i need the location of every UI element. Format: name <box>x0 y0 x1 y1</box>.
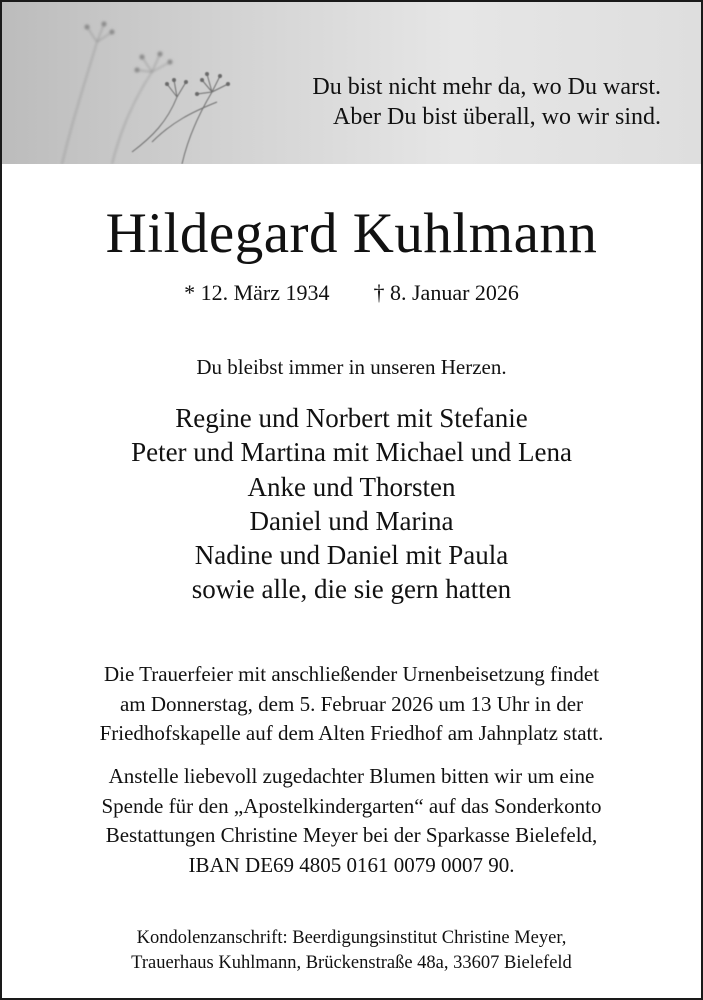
donation-line: Bestattungen Christine Meyer bei der Sparkasse Bielefeld, <box>105 823 598 847</box>
mourner-line: Regine und Norbert mit Stefanie <box>175 403 528 433</box>
condolence-address <box>2 926 701 976</box>
funeral-service-info <box>2 660 701 749</box>
mourner-line: Peter und Martina mit Michael und Lena <box>131 437 572 468</box>
mourner-line: Daniel und Marina <box>249 505 454 536</box>
donation-line: Spende für den „Apostelkindergarten“ auf das Sonderkonto <box>101 793 602 818</box>
birth-date: * 12. März 1934 <box>184 280 330 305</box>
mourners-list <box>2 401 701 607</box>
contact-line: Trauerhaus Kuhlmann, Brückenstraße 48a, 33607 Bielefeld <box>131 953 572 973</box>
service-line: Die Trauerfeier mit anschließender Urnenbeisetzung findet <box>103 662 600 686</box>
service-line: am Donnerstag, dem 5. Februar 2026 um 13 Uhr in der <box>119 691 584 716</box>
quote-line: Du bist nicht mehr da, wo Du warst. <box>312 74 661 100</box>
mourner-line: Anke und Thorsten <box>247 471 456 502</box>
mourner-line: Nadine und Daniel mit Paula <box>194 540 509 571</box>
donation-line: IBAN DE69 4805 0161 0079 0007 90. <box>188 852 515 877</box>
motto: Du bleibst immer in unseren Herzen. <box>196 355 507 379</box>
service-line: Friedhofskapelle auf dem Alten Friedhof am Jahnplatz statt. <box>99 721 604 745</box>
donation-info <box>2 762 701 880</box>
contact-line: Kondolenzanschrift: Beerdigungsinstitut Christine Meyer, <box>136 928 567 948</box>
header-photo-dried-flowers <box>2 2 701 164</box>
mourner-line: sowie alle, die sie gern hatten <box>191 574 512 605</box>
deceased-name: Hildegard Kuhlmann <box>105 202 598 265</box>
life-dates <box>2 278 701 308</box>
quote-line: Aber Du bist überall, wo wir sind. <box>333 104 661 130</box>
quote <box>312 72 661 132</box>
death-date: † 8. Januar 2026 <box>373 280 519 305</box>
donation-line: Anstelle liebevoll zugedachter Blumen bitten wir um eine <box>108 764 595 788</box>
